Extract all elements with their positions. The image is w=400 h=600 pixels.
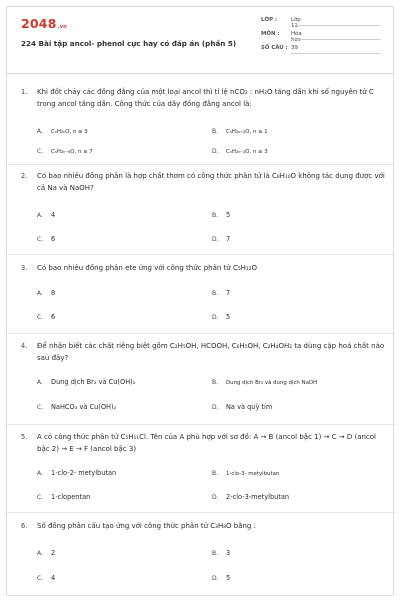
meta-underline — [291, 53, 381, 54]
question-number: 6. — [21, 522, 28, 530]
site-logo[interactable] — [21, 16, 67, 31]
option-letter: D. — [212, 404, 219, 411]
meta-underline — [291, 25, 381, 26]
option-letter: C. — [37, 236, 44, 243]
question-text: Số đồng phân cấu tạo ứng với công thức phân tử C₃H₈O bằng : — [37, 522, 256, 530]
option-value: CₙH₂ₙ₊₂O, n ≥ 1 — [226, 129, 268, 135]
option-value: 2 — [51, 549, 56, 557]
option-value: 5 — [226, 313, 231, 321]
option-b[interactable] — [212, 378, 317, 386]
logo-suffix: .vn — [57, 24, 67, 30]
question-number: 5. — [21, 433, 28, 441]
meta-count-label: SỐ CÂU : — [261, 45, 288, 51]
option-a[interactable] — [37, 549, 55, 557]
option-letter: A. — [37, 290, 43, 297]
meta-grade-value: Lớp 11 — [291, 17, 301, 29]
option-c[interactable] — [37, 235, 55, 243]
option-value: 1-clopentan — [51, 493, 91, 501]
option-b[interactable] — [212, 289, 230, 297]
meta-count — [261, 45, 298, 51]
option-letter: A. — [37, 550, 43, 557]
option-value: 4 — [51, 574, 56, 582]
header-divider — [7, 73, 395, 74]
worksheet-page — [6, 6, 394, 596]
option-c[interactable] — [37, 574, 55, 582]
meta-subject-value: Hóa học — [291, 31, 302, 43]
question-number: 4. — [21, 342, 28, 350]
option-a[interactable] — [37, 378, 135, 386]
option-letter: B. — [212, 212, 219, 219]
option-b[interactable] — [212, 211, 230, 219]
option-b[interactable] — [212, 469, 279, 477]
option-b[interactable] — [212, 127, 268, 135]
option-letter: B. — [212, 379, 219, 386]
question-text: A có công thức phân tử C₅H₁₁Cl. Tên của A phù hợp với sơ đồ: A → B (ancol bậc 1) → C → D (ancol bậc 2) → E → F (ancol bậc 3) — [37, 433, 376, 453]
option-letter: A. — [37, 470, 43, 477]
question-number: 1. — [21, 88, 28, 96]
option-value: Na và quỳ tím — [226, 403, 273, 411]
logo-text: 2048 — [21, 16, 57, 31]
option-value: 8 — [51, 289, 56, 297]
option-c[interactable] — [37, 403, 116, 411]
option-letter: C. — [37, 575, 44, 582]
question-text: Để nhận biết các chất riêng biệt gồm C₂H₅OH, HCOOH, C₆H₅OH, C₂H₄OH₂ ta dùng cặp hoá chất nào sau đây? — [37, 342, 385, 362]
option-a[interactable] — [37, 469, 116, 477]
option-value: 1-clo-2- metylbutan — [51, 469, 117, 477]
option-b[interactable] — [212, 549, 230, 557]
option-letter: A. — [37, 379, 43, 386]
question-divider — [7, 254, 395, 255]
option-letter: D. — [212, 494, 219, 501]
question-divider — [7, 164, 395, 165]
option-value: CₙH₂ₙ₋₆O, n ≥ 7 — [51, 149, 93, 155]
meta-subject-label: MÔN : — [261, 31, 280, 37]
meta-count-value: 39 — [291, 45, 298, 51]
option-value: CₙH₂ₙO, n ≥ 3 — [51, 129, 88, 135]
option-value: NaHCO₃ và Cu(OH)₂ — [51, 403, 117, 411]
option-value: Dung dịch Br₂ và dung dịch NaOH — [226, 380, 318, 386]
question-text: Khi đốt cháy các đồng đẳng của một loại ancol thì tỉ lệ nCO₂ : nH₂O tăng dần khi số nguyên tử C trong ancol tăng dần. Công thức của dãy đồng đẳng ancol là: — [37, 88, 374, 108]
question-text: Có bao nhiêu đồng phân ete ứng với công thức phân tử C₅H₁₂O — [37, 264, 258, 272]
option-value: CₙH₂ₙ₋₂O, n ≥ 3 — [226, 149, 268, 155]
meta-grade — [261, 17, 301, 29]
option-d[interactable] — [212, 403, 272, 411]
option-letter: C. — [37, 148, 44, 155]
option-letter: B. — [212, 470, 219, 477]
option-a[interactable] — [37, 127, 88, 135]
meta-underline — [291, 39, 381, 40]
option-value: 6 — [51, 235, 56, 243]
option-value: 7 — [226, 289, 231, 297]
option-letter: C. — [37, 494, 44, 501]
option-letter: B. — [212, 290, 219, 297]
worksheet-header — [7, 7, 395, 73]
option-value: 5 — [226, 574, 231, 582]
option-c[interactable] — [37, 147, 93, 155]
option-a[interactable] — [37, 211, 55, 219]
option-value: 3 — [226, 549, 231, 557]
document-title: 224 Bài tập ancol- phenol cực hay có đáp án (phần 5) — [21, 39, 237, 48]
meta-subject — [261, 31, 302, 43]
option-d[interactable] — [212, 147, 268, 155]
question-number: 2. — [21, 172, 28, 180]
option-d[interactable] — [212, 493, 289, 501]
option-letter: B. — [212, 550, 219, 557]
option-value: 7 — [226, 235, 231, 243]
option-c[interactable] — [37, 493, 90, 501]
question-number: 3. — [21, 264, 28, 272]
option-d[interactable] — [212, 574, 230, 582]
option-value: 1-clo-3- metylbutan — [226, 471, 280, 477]
option-value: 2-clo-3-metylbutan — [226, 493, 290, 501]
option-letter: A. — [37, 212, 43, 219]
meta-grade-label: LỚP : — [261, 17, 278, 23]
option-letter: C. — [37, 404, 44, 411]
option-letter: D. — [212, 575, 219, 582]
option-letter: A. — [37, 128, 43, 135]
option-c[interactable] — [37, 313, 55, 321]
option-letter: D. — [212, 236, 219, 243]
option-value: Dung dịch Br₂ và Cu(OH)₂ — [51, 378, 136, 386]
question-text: Có bao nhiêu đồng phân là hợp chất thơm có công thức phân tử là C₈H₁₀O không tác dụng được với cả Na và NaOH? — [37, 172, 385, 192]
option-letter: D. — [212, 148, 219, 155]
option-letter: D. — [212, 314, 219, 321]
option-value: 5 — [226, 211, 231, 219]
option-letter: B. — [212, 128, 219, 135]
option-letter: C. — [37, 314, 44, 321]
question-divider — [7, 512, 395, 513]
option-d[interactable] — [212, 313, 230, 321]
question-divider — [7, 424, 395, 425]
option-value: 6 — [51, 313, 56, 321]
option-d[interactable] — [212, 235, 230, 243]
question-divider — [7, 333, 395, 334]
option-value: 4 — [51, 211, 56, 219]
option-a[interactable] — [37, 289, 55, 297]
